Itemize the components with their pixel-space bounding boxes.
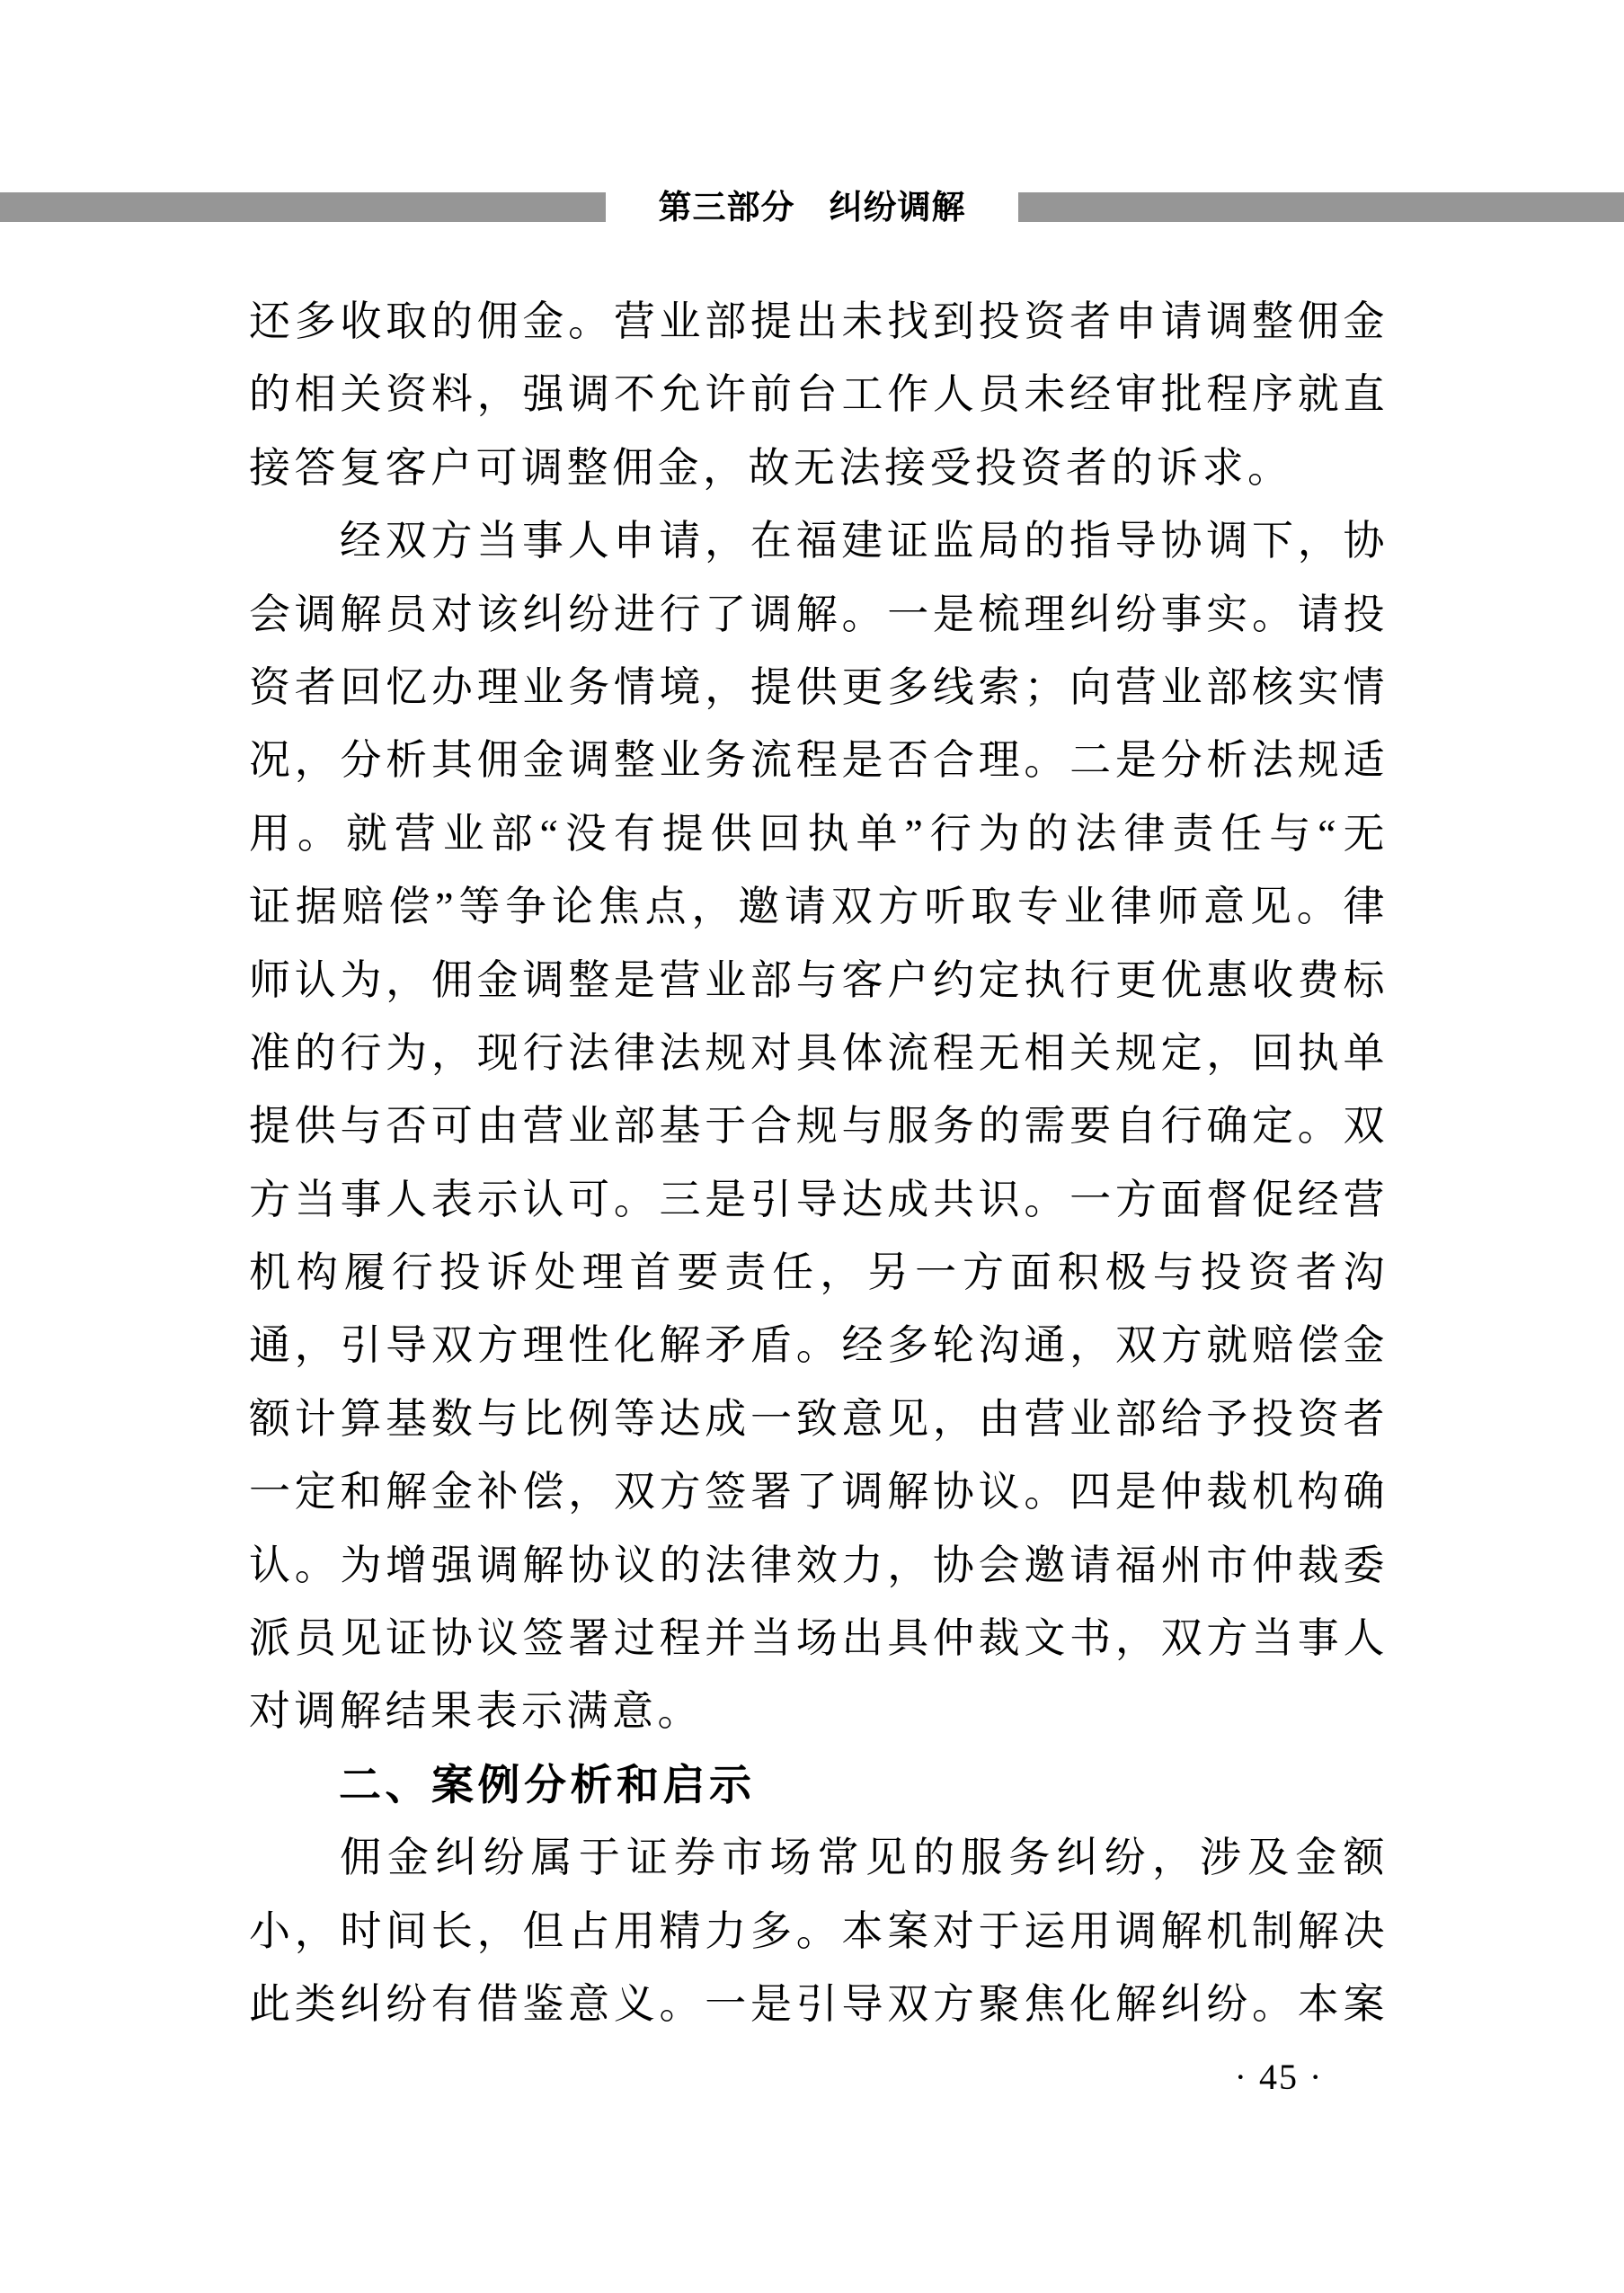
body-line: 认。为增强调解协议的法律效力，协会邀请福州市仲裁委 — [249, 1542, 1389, 1588]
body-line: 派员见证协议签署过程并当场出具仲裁文书，双方当事人 — [249, 1615, 1389, 1662]
body-line: 经双方当事人申请，在福建证监局的指导协调下，协 — [340, 518, 1389, 564]
body-line: 佣金纠纷属于证券市场常见的服务纠纷，涉及金额 — [340, 1835, 1389, 1881]
body-line: 额计算基数与比例等达成一致意见，由营业部给予投资者 — [249, 1395, 1389, 1442]
section-heading: 二、案例分析和启示 — [339, 1760, 756, 1809]
body-line: 对调解结果表示满意。 — [249, 1688, 703, 1735]
body-line: 一定和解金补偿，双方签署了调解协议。四是仲裁机构确 — [249, 1469, 1389, 1515]
body-text — [249, 285, 1389, 2040]
body-line: 会调解员对该纠纷进行了调解。一是梳理纠纷事实。请投 — [249, 591, 1389, 637]
body-line: 资者回忆办理业务情境，提供更多线索；向营业部核实情 — [249, 663, 1389, 710]
body-line: 机构履行投诉处理首要责任，另一方面积极与投资者沟 — [249, 1249, 1389, 1296]
body-line: 用。就营业部“没有提供回执单”行为的法律责任与“无 — [249, 810, 1389, 857]
body-line: 师认为，佣金调整是营业部与客户约定执行更优惠收费标 — [249, 956, 1389, 1003]
body-line: 方当事人表示认可。三是引导达成共识。一方面督促经营 — [249, 1176, 1389, 1222]
body-line: 的相关资料，强调不允许前台工作人员未经审批程序就直 — [249, 371, 1389, 418]
body-line: 还多收取的佣金。营业部提出未找到投资者申请调整佣金 — [249, 298, 1389, 344]
body-line: 小，时间长，但占用精力多。本案对于运用调解机制解决 — [249, 1907, 1389, 1954]
body-line: 提供与否可由营业部基于合规与服务的需要自行确定。双 — [249, 1103, 1389, 1150]
body-line: 此类纠纷有借鉴意义。一是引导双方聚焦化解纠纷。本案 — [249, 1980, 1389, 2027]
body-line: 况，分析其佣金调整业务流程是否合理。二是分析法规适 — [249, 737, 1389, 784]
header-rule-right — [1018, 192, 1624, 222]
body-line: 接答复客户可调整佣金，故无法接受投资者的诉求。 — [249, 444, 1293, 491]
running-head: 第三部分 纠纷调解 — [658, 189, 966, 226]
page-number: · 45 · — [1234, 2057, 1324, 2097]
body-line: 通，引导双方理性化解矛盾。经多轮沟通，双方就赔偿金 — [249, 1322, 1389, 1369]
body-line: 准的行为，现行法律法规对具体流程无相关规定，回执单 — [249, 1029, 1389, 1076]
body-line: 证据赔偿”等争论焦点，邀请双方听取专业律师意见。律 — [249, 884, 1389, 930]
